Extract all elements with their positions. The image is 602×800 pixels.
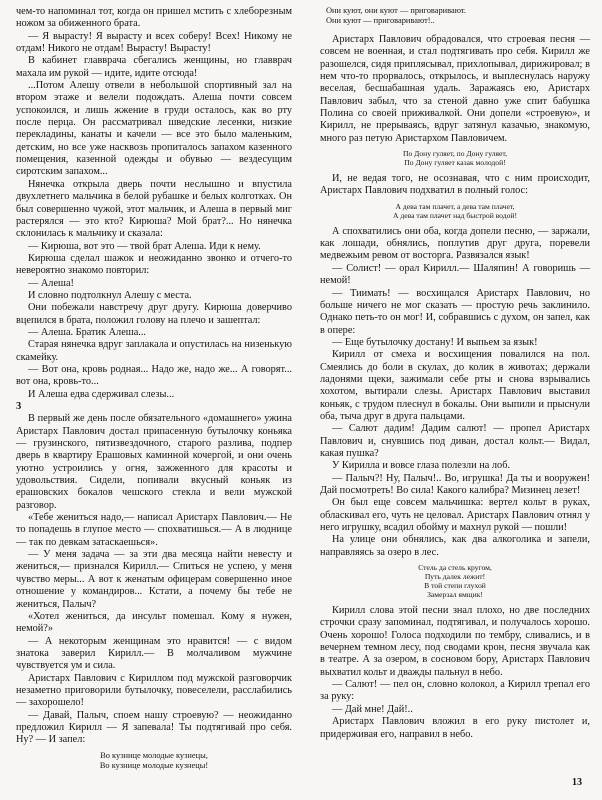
verse-line: По Дону гуляет казак молодой! [404, 158, 506, 168]
paragraph: — Дай мне! Дай!.. [332, 703, 413, 715]
verse-line: Стель да стель кругом, [418, 563, 492, 573]
verse-line: Замерзал ямщик! [427, 590, 483, 600]
paragraph: — А некоторым женщинам это нравится! — с видом знатока заверил Кирилл.— В молчаливом мужчине чувствуется ум и сила. [16, 635, 292, 672]
paragraph: — Алеша! [28, 277, 74, 289]
paragraph: Нянечка открыла дверь почти неслышно и впустила двухлетнего мальчика в белой рубашке и белых колготках. Он был совершенно чужой, этот мальчик, и Алеша в первый миг растерялся — это кто? Кирюша? Мой брат?... Но нянечка склонилась к мальчику и сказала: [16, 178, 292, 240]
song-verse [326, 6, 590, 26]
song-verse [320, 202, 590, 220]
paragraph: Аристарх Павлович с Кириллом под мужской разговорчик незаметно приговорили бутылочку, повеселели, расслабились — захорошело! [16, 672, 292, 709]
paragraph: Кирилл от смеха и восхищения повалился на пол. Смеялись до боли в скулах, до колик в животах; держали ладонями щеки, зажимали себе рты и снова взрывались хохотом, вытирали слезы. Аристарх Павлович выставил коньяк, с трудом плеснул в бокалы. Они выпили и прыснули оба, тыча друг в друга пальцами. [320, 349, 590, 422]
verse-line: Во кузнице молодые кузнецы! [99, 760, 209, 770]
paragraph: Аристарх Павлович вложил в его руку пистолет и, придерживая его, направил в небо. [320, 716, 590, 740]
paragraph: Кирилл слова этой песни знал плохо, но две последних строчки сразу запоминал, подтягивал, и получалось хорошо. Очень хорошо! Голоса подходили по тембру, сливались, и в вечернем темном лесу, под сводами крон, песня звучала как в театре. А за озером, в сосновом бору, Аристарх Павлович выхватил кольт и дважды пальнул в небо. [320, 605, 590, 678]
verse-line: В той степи глухой [424, 581, 486, 591]
paragraph: Кирюша сделал шажок и неожиданно звонко и отчего-то невероятно знакомо повторил: [16, 252, 292, 277]
song-verse [16, 751, 292, 771]
paragraph: чем-то напоминал тот, когда он пришел мстить с хлеборезным ножом за обиженного брата. [16, 6, 292, 30]
paragraph: В первый же день после обязательного «домашнего» ужина Аристарх Павлович достал припасенную бутылочку коньяка — грузинского, пятизвездочного, старого разлива, подпер дверь в квартиру Ерашовых каминной кочергой, и они очень уютно устроились у огня, зажженного для красоты и удовольствия. Сидели, попивали вкусный коньяк из ерашовских бокалов чешского стекла и вели мужской разговор. [16, 413, 292, 511]
paragraph: И словно подтолкнул Алешу с места. [28, 289, 192, 301]
paragraph: И, не ведая того, не осознавая, что с ним происходит, Аристарх Павлович подхватил в полный голос: [320, 173, 590, 197]
paragraph: На улице они обнялись, как два алкоголика и запели, направляясь за озеро в лес. [320, 534, 590, 558]
paragraph: — У меня задача — за эти два месяца найти невесту и жениться,— признался Кирилл.— Спиться не успею, у меня чувство меры... А вот к женатым офицерам совершенно иное отношение у командиров... Кстати, а почему бы тебе не жениться, Палыч? [16, 549, 292, 610]
paragraph: Аристарх Павлович обрадовался, что строевая песня — совсем не военная, и стал подтягивать про себя. Кирилл же разошелся, сидя приплясывал, прихлопывал, дирижировал; в нем что-то прорвалось, открылось, и выплеснулась наружу веселая, бесшабашная удаль. Заражаясь ею, Аристарх Павлович забыл, что за стеной давно уже спит бабушка Полина со своей приживалкой. Они допели «строевую», и Кирилл, не прерываясь, вдруг затянул казачью, знакомую, много раз петую Аристархом Павловичем. [320, 34, 590, 144]
paragraph: Они побежали навстречу друг другу. Кирюша доверчиво вцепился в брата, положил голову на плечо и зашептал: [16, 302, 292, 326]
right-column [320, 6, 590, 741]
verse-line: А дева там плачет над быстрой водой! [392, 210, 518, 220]
paragraph: — Давай, Палыч, споем нашу строевую? — неожиданно предложил Кирилл — Я запевала! Ты подтягивай про себя. Ну? — И запел: [16, 709, 292, 746]
paragraph: — Солист! — орал Кирилл.— Шаляпин! А говоришь — немой! [320, 262, 590, 287]
verse-line: Они куют, они куют — приговаривают. [326, 6, 466, 15]
left-column [16, 6, 292, 777]
paragraph: У Кирилла и вовсе глаза полезли на лоб. [332, 460, 511, 472]
page-number: 13 [572, 777, 582, 788]
verse-line: Во кузнице молодые кузнецы, [100, 750, 208, 760]
paragraph: И Алеша едва сдерживал слезы... [28, 388, 175, 400]
paragraph: — Еще бутылочку достану! И выпьем за язык! [332, 336, 538, 348]
paragraph: — Кирюша, вот это — твой брат Алеша. Иди к нему. [28, 240, 261, 252]
verse-line: Они куют — приговаривают!.. [326, 16, 435, 25]
paragraph: — Тиимать! — восхищался Аристарх Павлович, но больше ничего не мог сказать — простую речь заклинило. Однако петь-то он мог! И, собравшись с духом, он запел, как в опере: [320, 287, 590, 336]
paragraph: — Салют! — пел он, словно колокол, а Кирилл трепал его за руку: [320, 679, 590, 703]
paragraph: — Алеша. Братик Алеша... [28, 326, 146, 338]
paragraph: Он был еще совсем мальчишка: вертел кольт в руках, обласкивал его, чуть не целовал. Аристарх Павлович отнял у него игрушку, всадил обойму и махнул рукой — пошли! [320, 497, 590, 534]
verse-line: А дева там плачет, а дева там плачет, [395, 201, 515, 211]
verse-line: По Дону гуляет, по Дону гуляет, [402, 149, 508, 159]
section-number: 3 [16, 401, 22, 412]
paragraph: Старая нянечка вдруг заплакала и опустилась на низенькую скамейку. [16, 339, 292, 363]
paragraph: — Вот она, кровь родная... Надо же, надо же... А говорят... вот она, кровь-то... [16, 363, 292, 388]
paragraph: — Палыч?! Ну, Палыч!.. Во, игрушка! Да ты и вооружен! Дай посмотреть! Во сила! Какого калибра? Мизинец лезет! [320, 472, 590, 496]
paragraph: А спохватились они оба, когда допели песню, — заржали, как лошади, обнялись, поплутив друг друга, поревели медвежьим ревом от восторга. Развязался язык! [320, 225, 590, 262]
paragraph: «Тебе жениться надо,— написал Аристарх Павлович.— Не то попадешь в глупое место — спохватишься.— А в люднице — так по девкам затаскаешься». [16, 512, 292, 548]
paragraph: ...Потом Алешу отвели в небольшой спортивный зал на втором этаже и велели подождать. Алеша почти совсем успокоился, и лишь жжение в груди осталось, как во рту после перца. Он рассматривал шведские лесенки, низкие перекладины, канаты и качели — все это было маленьким, детским, но все уже насквозь пропиталось запахом казенного помещения, казенной одежды и обувью — вездесущим сиротским запахом... [16, 80, 292, 178]
paragraph: В кабинет главврача сбегались женщины, но главврач махала им рукой — идите, идите отсюда! [16, 55, 292, 79]
paragraph: — Я вырасту! Я вырасту и всех соберу! Всех! Никому не отдам! Никого не отдам! Вырасту! Вырасту! [16, 30, 292, 55]
paragraph: — Салют дадим! Дадим салют! — пропел Аристарх Павлович и, снувшись под диван, достал кольт.— Видал, какая пушка? [320, 423, 590, 459]
paragraph: «Хотел жениться, да инсульт помешал. Кому я нужен, немой?» [16, 610, 292, 635]
song-verse [320, 563, 590, 599]
song-verse [320, 149, 590, 167]
verse-line: Путь далек лежит! [424, 572, 486, 582]
